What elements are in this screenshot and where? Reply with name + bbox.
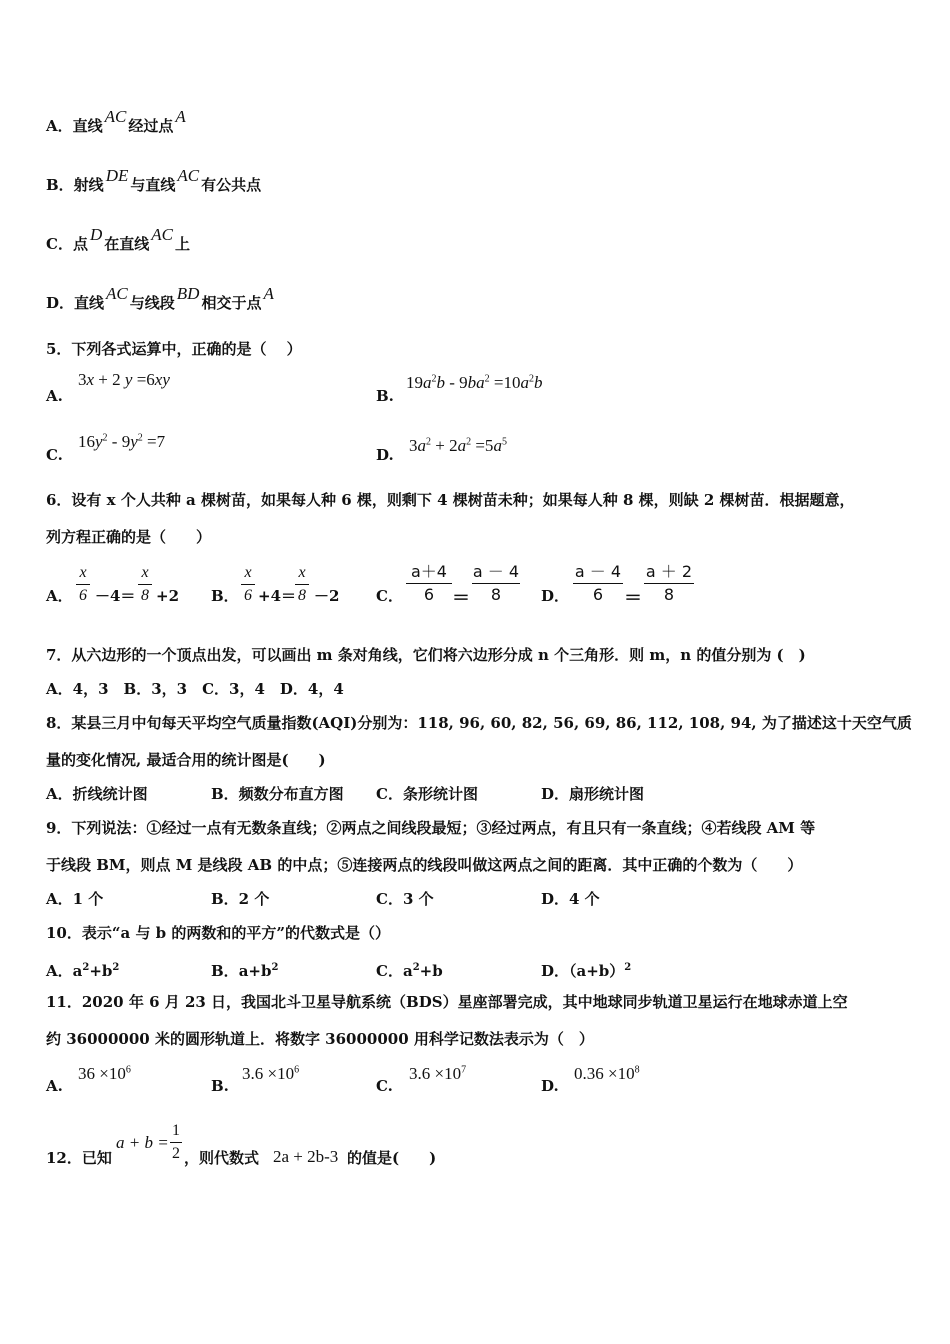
q6-option-a-label: A． [46,587,73,605]
q11-option-d-expr: $0.36 \times 10^8$ [574,1064,640,1083]
q6-c-frac1: a＋4 6 [406,562,452,605]
q6-a-mid: －4＝ [95,587,136,605]
q6-b-frac1: x 6 [241,563,255,606]
q12-mid: ，则代数式 [184,1149,260,1167]
q11-option-b-label: B. [211,1077,229,1095]
q4-option-b: B．射线 DE 与直线 AC 有公共点 [46,166,262,194]
q12-condition-lhs: a + b = [116,1133,169,1152]
q11-stem-line2: 约 36000000 米的圆形轨道上．将数字 36000000 用科学记数法表示为（ ） [46,1030,594,1048]
q11-option-c-label: C. [376,1077,393,1095]
q5-option-c-expr: $16y^2 - 9y^2 =7$ [78,432,166,451]
q6-c-equals: ＝ [452,588,470,609]
q8-option-d: D．扇形统计图 [541,785,645,803]
q9-option-b: B．2 个 [211,890,270,908]
q12-fraction: 1 2 [172,1122,180,1162]
q6-b-frac2: x 8 [295,563,309,606]
q11-option-c-expr: $3.6 \times 10^7$ [409,1064,467,1083]
q6-option-c-label: C． [376,587,403,605]
q10-option-a: A．$a^2+b^2$ [46,962,120,980]
q11-option-a-label: A. [46,1077,63,1095]
q5-option-a-label: A. [46,387,63,405]
q8-option-a: A．折线统计图 [46,785,148,803]
q6-d-frac1: a － 4 6 [574,562,622,604]
q10-option-d: D．$(a+b)^2$ [541,962,632,980]
q5-stem: 5．下列各式运算中，正确的是（ ） [46,340,302,358]
q5-option-b-label: B. [376,387,394,405]
q6-a-frac1: x 6 [76,563,90,606]
q8-stem-line2: 量的变化情况, 最适合用的统计图是( ) [46,751,326,769]
q7-stem: 7．从六边形的一个顶点出发，可以画出 m 条对角线，它们将六边形分成 n 个三角形．则 m，n 的值分别为 ( ) [46,646,806,664]
q6-d-equals: ＝ [624,588,642,609]
q8-option-c: C．条形统计图 [376,785,478,803]
q6-stem-line1: 6．设有 x 个人共种 a 棵树苗，如果每人种 6 棵，则剩下 4 棵树苗未种；如果每人种 8 棵，则缺 2 棵树苗．根据题意， [46,491,855,509]
q6-a-tail: +2 [156,587,180,605]
q9-option-a: A．1 个 [46,890,104,908]
q6-stem-line2: 列方程正确的是（ ） [46,528,212,546]
q4-option-a: A．直线 AC 经过点 A [46,107,186,135]
q8-stem-line1: 8．某县三月中旬每天平均空气质量指数(AQI)分别为：118, 96, 60, 82, 56, 69, 86, 112, 108, 94, 为了描述这十天空气质 [46,714,912,732]
q6-a-frac2: x 8 [138,563,152,606]
q11-option-a-expr: $36 \times 10^6$ [78,1064,131,1083]
q6-option-b-label: B． [211,587,239,605]
q5-option-b-expr: $19a^2b - 9ba^2 =10a^2b$ [406,373,543,392]
q5-option-d-label: D. [376,446,394,464]
q12-lead: 12．已知 [46,1149,112,1167]
q12-tail: 的值是( ) [347,1149,437,1167]
q4-option-c: C．点 D 在直线 AC 上 [46,225,190,253]
q9-option-d: D．4 个 [541,890,600,908]
q5-option-d-expr: $3a^2 + 2a^2 =5a^5$ [409,436,507,455]
q6-b-mid: +4＝ [258,587,297,605]
q10-option-c: C．$a^2+b$ [376,962,443,980]
q10-stem: 10．表示“a 与 b 的两数和的平方”的代数式是（） [46,924,391,942]
q12-expression: 2a + 2b-3 [273,1147,339,1166]
q10-option-b: B．$a+b^2$ [211,962,279,980]
q6-d-frac2: a ＋ 2 8 [645,562,693,604]
q5-option-c-label: C. [46,446,63,464]
q11-stem-line1: 11．2020 年 6 月 23 日，我国北斗卫星导航系统（BDS）星座部署完成，其中地球同步轨道卫星运行在地球赤道上空 [46,993,848,1011]
q8-option-b: B．频数分布直方图 [211,785,344,803]
q5-option-a-expr: 3x + 2 y =6xy [78,370,170,389]
q9-stem-line1: 9．下列说法：①经过一点有无数条直线；②两点之间线段最短；③经过两点，有且只有一条直线；④若线段 AM 等 [46,819,816,837]
q6-option-d-label: D． [541,587,570,605]
q11-option-d-label: D. [541,1077,559,1095]
q4-option-d: D．直线 AC 与线段 BD 相交于点 A [46,284,274,312]
q11-option-b-expr: $3.6 \times 10^6$ [242,1064,300,1083]
q9-stem-line2: 于线段 BM，则点 M 是线段 AB 的中点；⑤连接两点的线段叫做这两点之间的距离．其中正确的个数为（ ） [46,856,803,874]
q6-b-tail: －2 [314,587,340,605]
q7-options: A．4，3 B．3，3 C．3，4 D．4，4 [46,680,344,698]
q9-option-c: C．3 个 [376,890,434,908]
q6-c-frac2: a － 4 8 [472,562,520,604]
